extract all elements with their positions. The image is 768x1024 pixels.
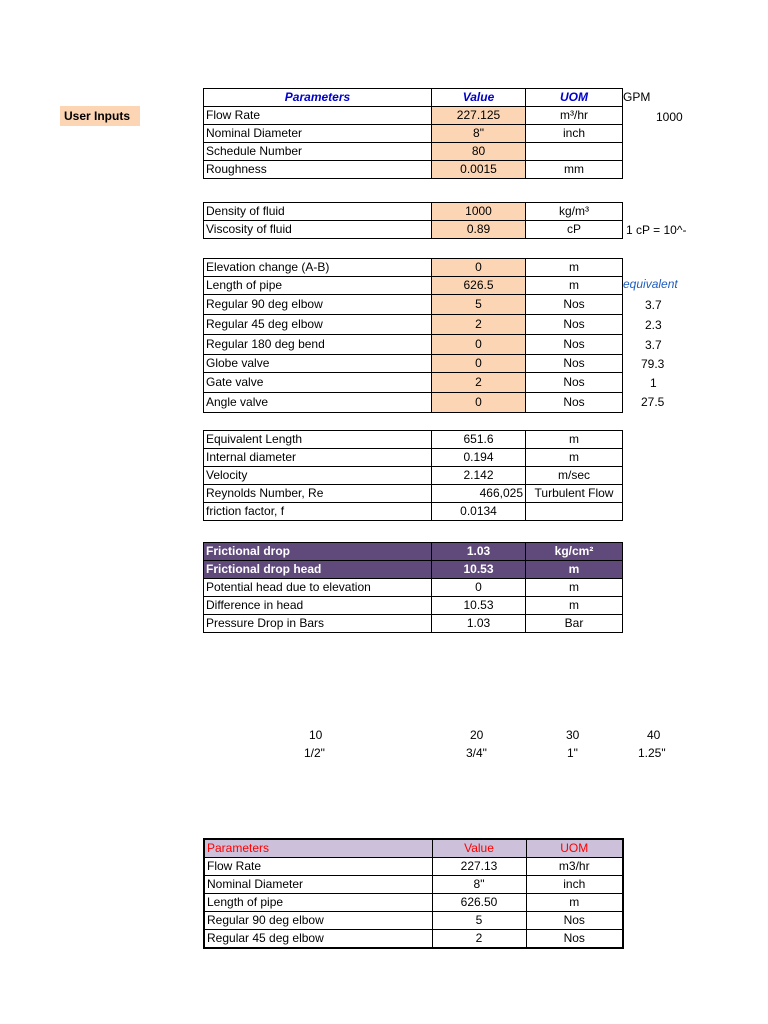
size-label: 3/4" [466, 746, 487, 760]
value-cell: 227.13 [432, 858, 526, 876]
value-cell[interactable]: 0.0015 [432, 161, 526, 179]
param-cell: Nominal Diameter [204, 125, 432, 143]
value-cell[interactable]: 626.5 [432, 277, 526, 295]
size-number: 20 [470, 728, 484, 742]
value-cell: 651.6 [432, 431, 526, 449]
input-table-fittings [203, 258, 623, 413]
uom-cell: Nos [526, 355, 623, 373]
param-cell: Elevation change (A-B) [204, 259, 432, 277]
table-row [204, 107, 623, 125]
uom-cell: m [526, 894, 623, 912]
param-cell: Regular 45 deg elbow [204, 315, 432, 335]
header-parameters: Parameters [204, 89, 432, 107]
value-cell: 626.50 [432, 894, 526, 912]
param-cell: Regular 90 deg elbow [204, 295, 432, 315]
results-table [203, 542, 623, 633]
summary-table [203, 838, 624, 949]
param-cell: Difference in head [204, 597, 432, 615]
uom-cell: m [526, 597, 623, 615]
table-row [204, 912, 623, 930]
size-label: 1/2" [304, 746, 325, 760]
param-cell: Internal diameter [204, 449, 432, 467]
table-row [204, 221, 623, 239]
param-cell: Length of pipe [204, 894, 432, 912]
gpm-label: GPM [623, 90, 651, 104]
table-row [204, 203, 623, 221]
table-row [204, 485, 623, 503]
uom-cell: Bar [526, 615, 623, 633]
param-cell: Roughness [204, 161, 432, 179]
uom-cell: m [526, 431, 623, 449]
value-cell: 0.194 [432, 449, 526, 467]
param-cell: Length of pipe [204, 277, 432, 295]
gpm-value: 1000 [656, 110, 683, 124]
value-cell: 1.03 [432, 615, 526, 633]
size-label: 1" [567, 746, 578, 760]
header-value: Value [432, 89, 526, 107]
table-row [204, 431, 623, 449]
param-cell: Regular 90 deg elbow [204, 912, 432, 930]
value-cell[interactable]: 0 [432, 259, 526, 277]
param-cell: Globe valve [204, 355, 432, 373]
uom-cell: Nos [526, 393, 623, 413]
input-table-fluid [203, 202, 623, 239]
header-uom: UOM [526, 89, 623, 107]
uom-cell: Nos [526, 373, 623, 393]
table-row [204, 597, 623, 615]
summary-header-value: Value [432, 839, 526, 858]
value-cell[interactable]: 5 [432, 295, 526, 315]
uom-cell: Nos [526, 335, 623, 355]
size-number: 10 [309, 728, 323, 742]
table-row [204, 894, 623, 912]
param-cell: Potential head due to elevation [204, 579, 432, 597]
input-table-pipe [203, 88, 623, 179]
fitting-factor: 79.3 [641, 357, 665, 371]
table-row [204, 355, 623, 373]
param-cell: Viscosity of fluid [204, 221, 432, 239]
fitting-factor: 3.7 [645, 298, 662, 312]
param-cell: Equivalent Length [204, 431, 432, 449]
equivalent-label: equivalent [623, 277, 678, 291]
table-row [204, 373, 623, 393]
uom-cell: Turbulent Flow [526, 485, 623, 503]
param-cell: Angle valve [204, 393, 432, 413]
table-header-row [204, 89, 623, 107]
table-row [204, 161, 623, 179]
table-row [204, 393, 623, 413]
size-number: 30 [566, 728, 580, 742]
result-row-highlight [204, 543, 623, 561]
param-cell: Regular 45 deg elbow [204, 930, 432, 949]
result-row-highlight [204, 561, 623, 579]
value-cell: 1.03 [432, 543, 526, 561]
uom-cell: m [526, 277, 623, 295]
uom-cell: m/sec [526, 467, 623, 485]
uom-cell: kg/cm² [526, 543, 623, 561]
value-cell: 0.0134 [432, 503, 526, 521]
table-row [204, 143, 623, 161]
table-row [204, 467, 623, 485]
uom-cell: m3/hr [526, 858, 623, 876]
uom-cell: kg/m³ [526, 203, 623, 221]
uom-cell: Nos [526, 295, 623, 315]
table-row [204, 315, 623, 335]
uom-cell: m [526, 561, 623, 579]
user-inputs-label: User Inputs [60, 106, 140, 126]
fitting-factor: 3.7 [645, 338, 662, 352]
param-cell: Flow Rate [204, 858, 432, 876]
param-cell: friction factor, f [204, 503, 432, 521]
uom-cell: Nos [526, 315, 623, 335]
uom-cell [526, 503, 623, 521]
param-cell: Nominal Diameter [204, 876, 432, 894]
table-row [204, 876, 623, 894]
value-cell[interactable]: 0.89 [432, 221, 526, 239]
value-cell[interactable]: 80 [432, 143, 526, 161]
param-cell: Density of fluid [204, 203, 432, 221]
uom-cell: Nos [526, 912, 623, 930]
param-cell: Frictional drop head [204, 561, 432, 579]
uom-cell: m [526, 449, 623, 467]
value-cell[interactable]: 0 [432, 393, 526, 413]
uom-cell: m [526, 259, 623, 277]
summary-header-uom: UOM [526, 839, 623, 858]
value-cell[interactable]: 1000 [432, 203, 526, 221]
value-cell: 2.142 [432, 467, 526, 485]
param-cell: Pressure Drop in Bars [204, 615, 432, 633]
size-number: 40 [647, 728, 661, 742]
size-label: 1.25" [638, 746, 666, 760]
param-cell: Schedule Number [204, 143, 432, 161]
table-row [204, 858, 623, 876]
param-cell: Frictional drop [204, 543, 432, 561]
uom-cell: Nos [526, 930, 623, 949]
table-row [204, 579, 623, 597]
summary-header-parameters: Parameters [204, 839, 432, 858]
table-row [204, 930, 623, 949]
value-cell: 466,025 [432, 485, 526, 503]
value-cell[interactable]: 0 [432, 335, 526, 355]
table-row [204, 259, 623, 277]
value-cell[interactable]: 2 [432, 315, 526, 335]
param-cell: Flow Rate [204, 107, 432, 125]
summary-header-row [204, 839, 623, 858]
uom-cell: m [526, 579, 623, 597]
value-cell[interactable]: 2 [432, 373, 526, 393]
uom-cell: cP [526, 221, 623, 239]
uom-cell: inch [526, 125, 623, 143]
calculated-table [203, 430, 623, 521]
value-cell: 0 [432, 579, 526, 597]
table-row [204, 295, 623, 315]
uom-cell: inch [526, 876, 623, 894]
table-row [204, 503, 623, 521]
table-row [204, 125, 623, 143]
value-cell[interactable]: 8" [432, 125, 526, 143]
table-row [204, 335, 623, 355]
uom-cell: m³/hr [526, 107, 623, 125]
value-cell[interactable]: 0 [432, 355, 526, 373]
value-cell: 8" [432, 876, 526, 894]
value-cell: 5 [432, 912, 526, 930]
param-cell: Regular 180 deg bend [204, 335, 432, 355]
fitting-factor: 1 [650, 376, 657, 390]
value-cell: 2 [432, 930, 526, 949]
cp-note: 1 cP = 10^- [626, 223, 687, 237]
fitting-factor: 27.5 [641, 395, 665, 409]
value-cell: 10.53 [432, 597, 526, 615]
param-cell: Gate valve [204, 373, 432, 393]
fitting-factor: 2.3 [645, 318, 662, 332]
value-cell[interactable]: 227.125 [432, 107, 526, 125]
param-cell: Reynolds Number, Re [204, 485, 432, 503]
uom-cell: mm [526, 161, 623, 179]
table-row [204, 449, 623, 467]
table-row [204, 615, 623, 633]
uom-cell [526, 143, 623, 161]
table-row [204, 277, 623, 295]
param-cell: Velocity [204, 467, 432, 485]
value-cell: 10.53 [432, 561, 526, 579]
